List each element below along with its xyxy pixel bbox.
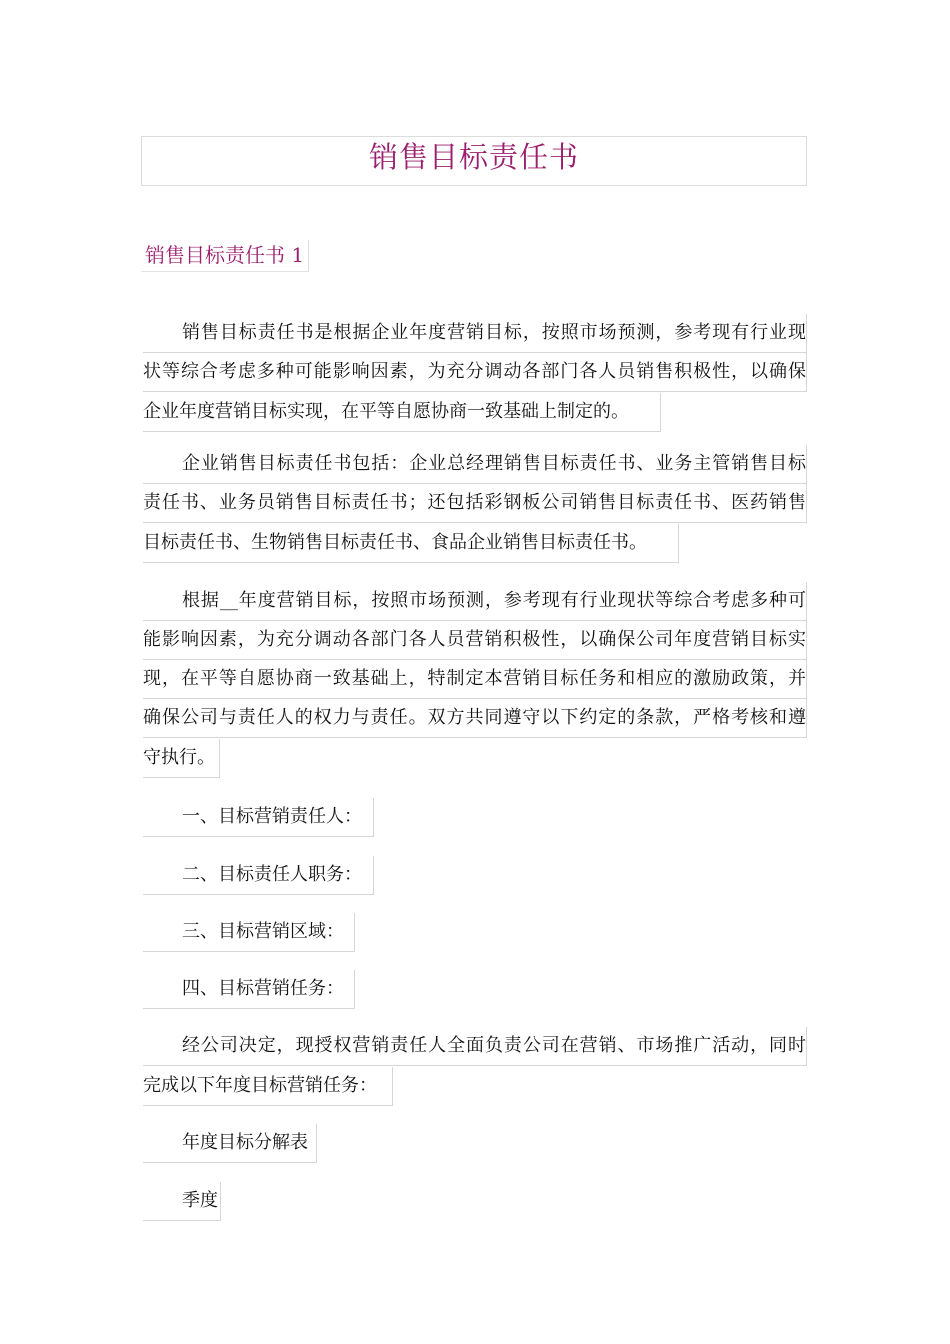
paragraph-line: 销售目标责任书是根据企业年度营销目标，按照市场预测，参考现有行业现 bbox=[143, 314, 807, 353]
paragraph-line: 状等综合考虑多种可能影响因素，为充分调动各部门各人员销售积极性，以确保 bbox=[143, 353, 807, 392]
paragraph-line: 完成以下年度目标营销任务： bbox=[143, 1067, 393, 1106]
paragraph-line: 企业年度营销目标实现，在平等自愿协商一致基础上制定的。 bbox=[143, 393, 661, 432]
paragraph-line: 能影响因素，为充分调动各部门各人员营销积极性，以确保公司年度营销目标实 bbox=[143, 621, 807, 660]
paragraph-line: 确保公司与责任人的权力与责任。双方共同遵守以下约定的条款，严格考核和遵 bbox=[143, 699, 807, 738]
paragraph-3 bbox=[143, 582, 807, 778]
document-title: 销售目标责任书 bbox=[141, 136, 807, 186]
table-caption bbox=[143, 1123, 807, 1163]
table-header-quarter bbox=[143, 1181, 807, 1221]
paragraph-line: 三、目标营销区域： bbox=[143, 913, 355, 952]
paragraph-line: 季度 bbox=[143, 1182, 221, 1221]
paragraph-line: 年度目标分解表 bbox=[143, 1124, 317, 1163]
item-position bbox=[143, 855, 807, 895]
paragraph-line: 责任书、业务员销售目标责任书；还包括彩钢板公司销售目标责任书、医药销售 bbox=[143, 484, 807, 523]
paragraph-line: 守执行。 bbox=[143, 739, 220, 778]
paragraph-line: 一、目标营销责任人： bbox=[143, 798, 374, 837]
paragraph-line: 二、目标责任人职务： bbox=[143, 856, 374, 895]
paragraph-line: 目标责任书、生物销售目标责任书、食品企业销售目标责任书。 bbox=[143, 524, 679, 563]
paragraph-2 bbox=[143, 445, 807, 563]
paragraph-authorization bbox=[143, 1027, 807, 1106]
paragraph-line: 根据__年度营销目标，按照市场预测，参考现有行业现状等综合考虑多种可 bbox=[143, 582, 807, 621]
paragraph-line: 现，在平等自愿协商一致基础上，特制定本营销目标任务和相应的激励政策，并 bbox=[143, 660, 807, 699]
paragraph-line: 四、目标营销任务： bbox=[143, 970, 355, 1009]
item-region bbox=[143, 912, 807, 952]
item-responsible-person bbox=[143, 797, 807, 837]
paragraph-1 bbox=[143, 314, 807, 432]
section-heading: 销售目标责任书 1 bbox=[141, 240, 309, 272]
item-tasks bbox=[143, 969, 807, 1009]
paragraph-line: 经公司决定，现授权营销责任人全面负责公司在营销、市场推广活动，同时 bbox=[143, 1027, 807, 1066]
paragraph-line: 企业销售目标责任书包括：企业总经理销售目标责任书、业务主管销售目标 bbox=[143, 445, 807, 484]
